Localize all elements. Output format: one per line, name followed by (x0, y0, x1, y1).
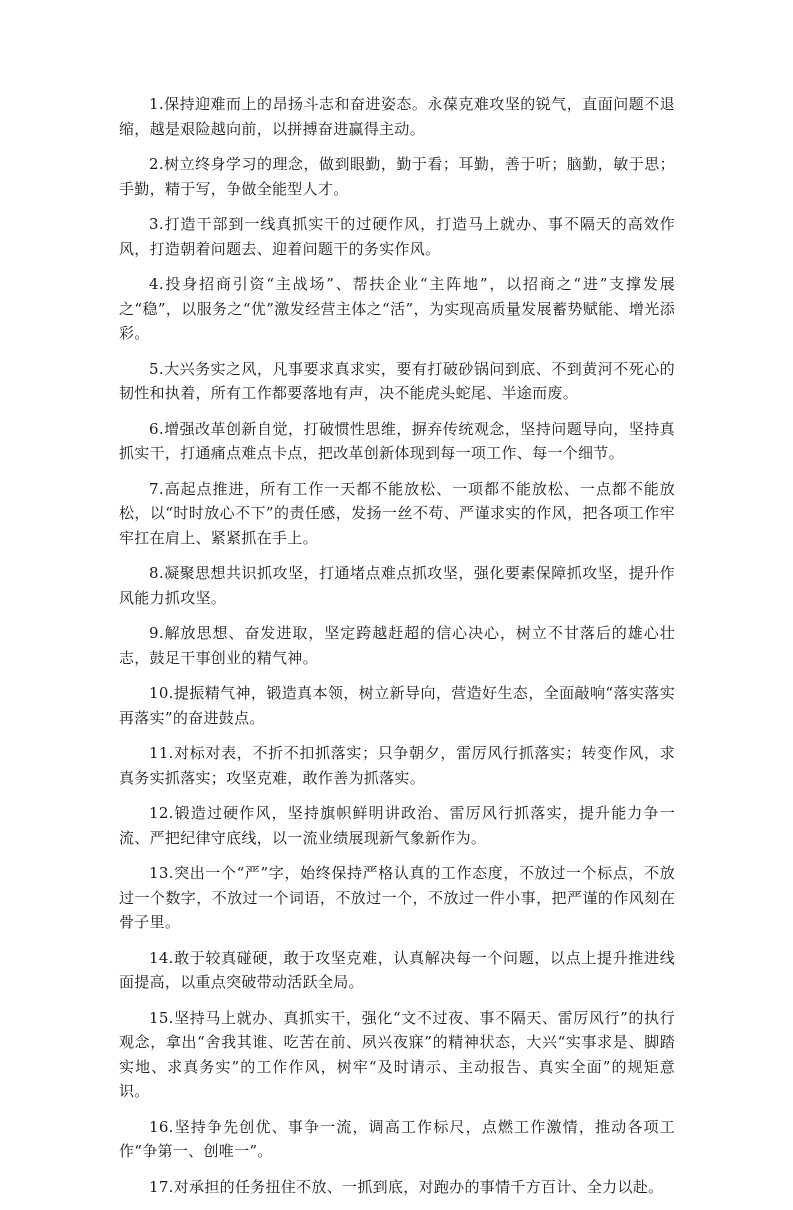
paragraph-7: 7.高起点推进，所有工作一天都不能放松、一项都不能放松、一点都不能放松，以“时时放心不下”的责任感，发扬一丝不苟、严谨求实的作风，把各项工作牢牢扛在肩上、紧紧抓在手上。 (119, 479, 675, 547)
paragraph-5: 5.大兴务实之风，凡事要求真求实，要有打破砂锅问到底、不到黄河不死心的韧性和执着，所有工作都要落地有声，决不能虎头蛇尾、半途而废。 (119, 359, 675, 402)
paragraph-10: 10.提振精气神，锻造真本领，树立新导向，营造好生态，全面敲响“落实落实再落实”的奋进鼓点。 (119, 684, 675, 727)
document-body (119, 92, 675, 1210)
paragraph-14: 14.敢于较真碰硬，敢于攻坚克难，认真解决每一个问题，以点上提升推进线面提高，以重点突破带动活跃全局。 (119, 948, 675, 991)
paragraph-2: 2.树立终身学习的理念，做到眼勤，勤于看；耳勤，善于听；脑勤，敏于思；手勤，精于写，争做全能型人才。 (119, 155, 675, 198)
paragraph-13: 13.突出一个“严”字，始终保持严格认真的工作态度，不放过一个标点，不放过一个数字，不放过一个词语，不放过一个，不放过一件小事，把严谨的作风刻在骨子里。 (119, 864, 675, 931)
paragraph-6: 6.增强改革创新自觉，打破惯性思维，摒弃传统观念，坚持问题导向，坚持真抓实干，打通痛点难点卡点，把改革创新体现到每一项工作、每一个细节。 (119, 419, 675, 462)
paragraph-9: 9.解放思想、奋发进取，坚定跨越赶超的信心决心，树立不甘落后的雄心壮志，鼓足干事创业的精气神。 (119, 624, 675, 667)
paragraph-16: 16.坚持争先创优、事争一流，调高工作标尺，点燃工作激情，推动各项工作“争第一、创唯一”。 (119, 1117, 675, 1160)
paragraph-12: 12.锻造过硬作风，坚持旗帜鲜明讲政治、雷厉风行抓落实，提升能力争一流、严把纪律守底线，以一流业绩展现新气象新作为。 (119, 804, 675, 847)
paragraph-15: 15.坚持马上就办、真抓实干，强化“文不过夜、事不隔天、雷厉风行”的执行观念，拿出“舍我其谁、吃苦在前、夙兴夜寐”的精神状态，大兴“实事求是、脚踏实地、求真务实”的工作作风，树牢“及时请示、主动报告、真实全面”的规矩意识。 (119, 1008, 675, 1100)
paragraph-11: 11.对标对表，不折不扣抓落实；只争朝夕，雷厉风行抓落实；转变作风，求真务实抓落实；攻坚克难，敢作善为抓落实。 (119, 744, 675, 787)
paragraph-8: 8.凝聚思想共识抓攻坚，打通堵点难点抓攻坚，强化要素保障抓攻坚，提升作风能力抓攻坚。 (119, 564, 675, 607)
paragraph-1: 1.保持迎难而上的昂扬斗志和奋进姿态。永葆克难攻坚的锐气，直面问题不退缩，越是艰险越向前，以拼搏奋进赢得主动。 (119, 95, 675, 138)
paragraph-4: 4.投身招商引资“主战场”、帮扶企业“主阵地”，以招商之“进”支撑发展之“稳”，以服务之“优”激发经营主体之“活”，为实现高质量发展蓄势赋能、增光添彩。 (119, 275, 675, 342)
paragraph-3: 3.打造干部到一线真抓实干的过硬作风，打造马上就办、事不隔天的高效作风，打造朝着问题去、迎着问题干的务实作风。 (119, 215, 675, 258)
paragraph-17: 17.对承担的任务扭住不放、一抓到底，对跑办的事情千方百计、全力以赴。 (149, 1177, 664, 1196)
